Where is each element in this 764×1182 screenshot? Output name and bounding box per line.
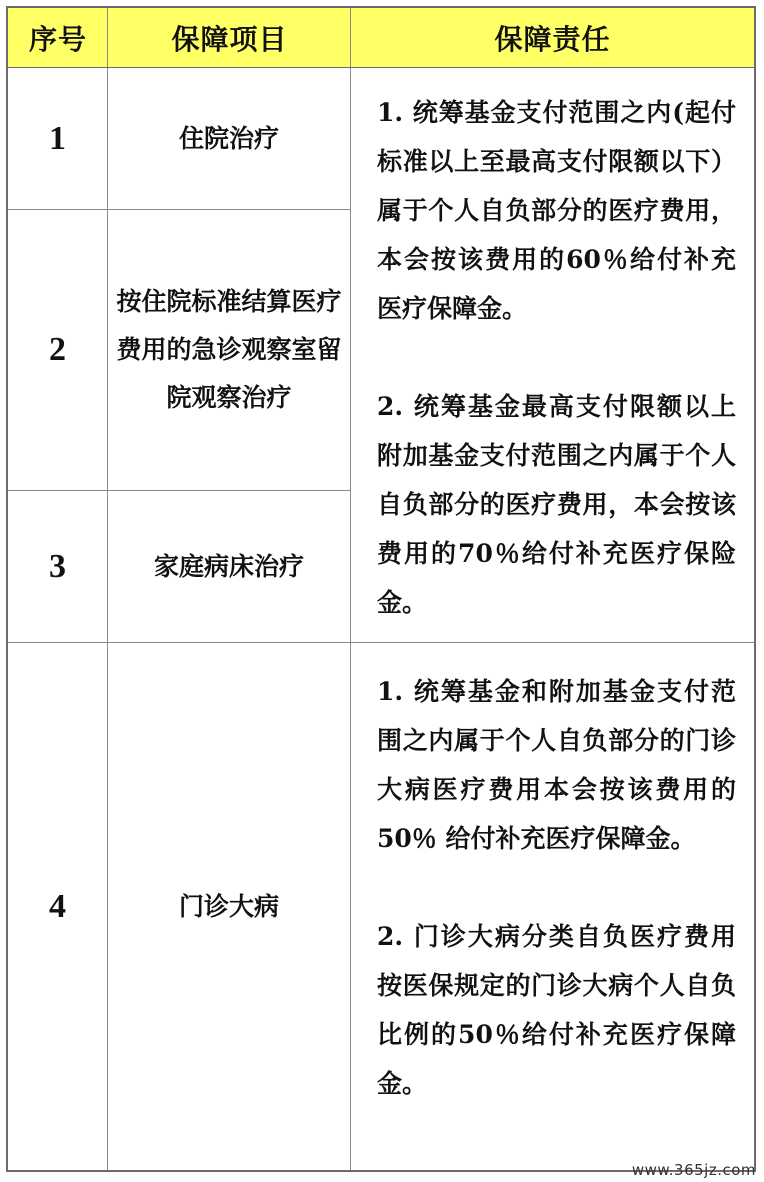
duty-paragraph: 1. 统筹基金和附加基金支付范围之内属于个人自负部分的门诊大病医疗费用本会按该费用的 50％ 给付补充医疗保障金。: [377, 677, 736, 853]
duty-cell-group1: [351, 88, 754, 642]
row-number: 4: [49, 887, 66, 925]
duty-cell-group2: [351, 667, 754, 1167]
row-item: 家庭病床治疗: [153, 551, 304, 581]
row-item: 门诊大病: [178, 891, 279, 921]
duty-paragraph: 2. 门诊大病分类自负医疗费用按医保规定的门诊大病个人自负比例的50％给付补充医疗保障金。: [377, 922, 736, 1098]
row-number: 1: [49, 119, 66, 157]
header-item: 保障项目: [108, 8, 351, 67]
header-seq: 序号: [8, 8, 108, 67]
header-duty: 保障责任: [351, 8, 754, 67]
duty-paragraph: 2. 统筹基金最高支付限额以上附加基金支付范围之内属于个人自负部分的医疗费用，本会按该费用的70％给付补充医疗保险金。: [377, 392, 736, 617]
row-number: 3: [49, 547, 66, 585]
row-item: 按住院标准结算医疗费用的急诊观察室留院观察治疗: [116, 287, 342, 412]
coverage-table: [6, 6, 756, 1172]
site-watermark: www.365jz.com: [631, 1161, 756, 1179]
row-item: 住院治疗: [178, 123, 279, 153]
row-number: 2: [49, 331, 66, 368]
duty-paragraph: 1. 统筹基金支付范围之内(起付标准以上至最高支付限额以下）属于个人自负部分的医疗费用，本会按该费用的60％给付补充医疗保障金。: [377, 98, 736, 323]
